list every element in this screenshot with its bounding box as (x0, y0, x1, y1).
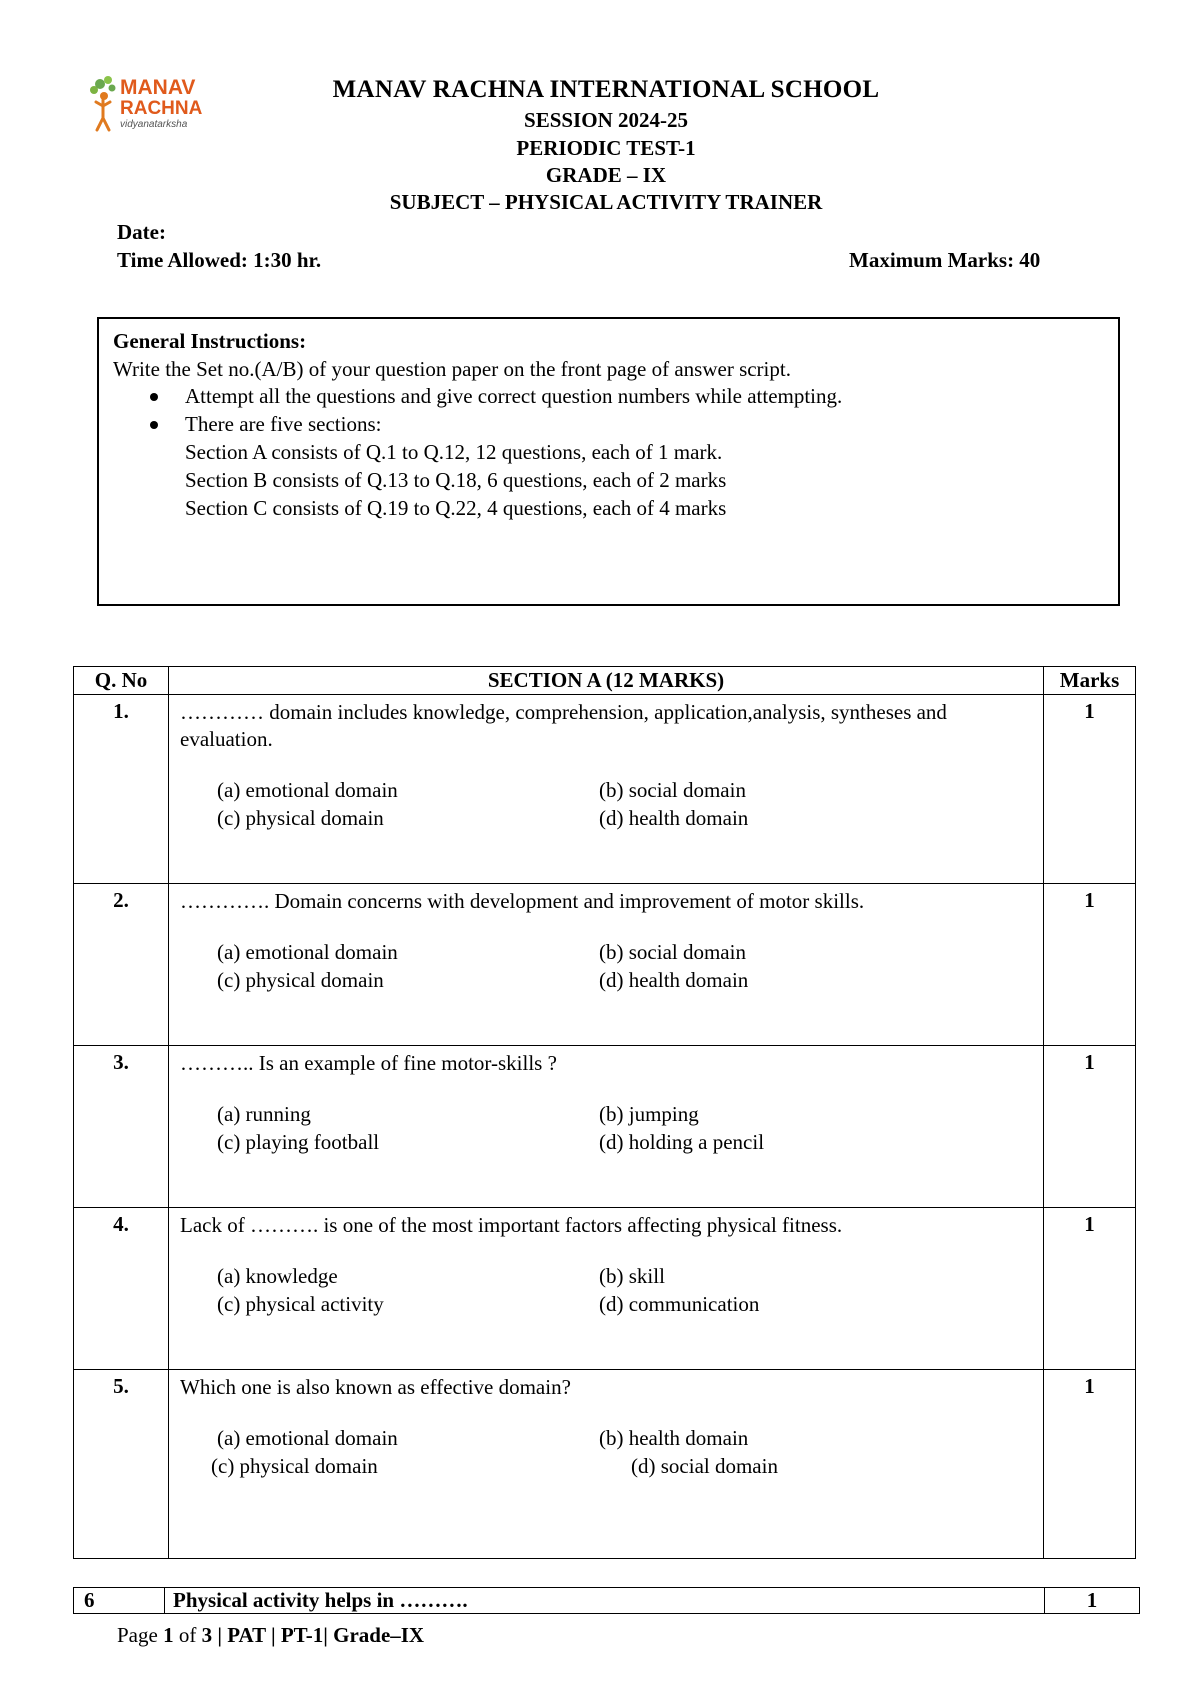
options-grid (217, 1263, 1033, 1318)
question-text: ………… domain includes knowledge, comprehension, application,analysis, syntheses and evaluation. (180, 700, 947, 751)
time-allowed: Time Allowed: 1:30 hr. (117, 248, 322, 272)
footer-details: | PAT | PT-1| Grade–IX (212, 1623, 425, 1647)
instruction-bullet: Attempt all the questions and give correct question numbers while attempting. (185, 384, 843, 408)
question-text: Which one is also known as effective domain? (180, 1375, 571, 1399)
column-header-section: SECTION A (12 MARKS) (169, 667, 1044, 695)
footer-page-prefix: Page (117, 1623, 164, 1647)
option: (d) health domain (599, 806, 749, 830)
question-number: 1. (74, 695, 169, 884)
option: (d) holding a pencil (599, 1130, 765, 1154)
instruction-section-c: Section C consists of Q.19 to Q.22, 4 questions, each of 4 marks (185, 496, 727, 520)
section-a-table (73, 666, 1136, 1559)
next-question-table (73, 1587, 1140, 1614)
table-row (74, 1370, 1136, 1559)
footer-page-of: of (173, 1623, 202, 1647)
column-header-qno: Q. No (74, 667, 169, 695)
option: (a) knowledge (217, 1264, 338, 1288)
table-row (74, 884, 1136, 1046)
options-grid (217, 939, 1033, 994)
footer-page-total: 3 (201, 1623, 213, 1647)
question-marks: 1 (1045, 1588, 1140, 1614)
question-number: 3. (74, 1046, 169, 1208)
column-header-marks: Marks (1044, 667, 1136, 695)
question-text: …………. Domain concerns with development and improvement of motor skills. (180, 889, 865, 913)
svg-text:vidyanatarksha: vidyanatarksha (120, 119, 188, 130)
option: (b) skill (599, 1264, 665, 1288)
maximum-marks: Maximum Marks: 40 (849, 248, 1041, 272)
option: (b) social domain (599, 940, 746, 964)
instruction-bullet: There are five sections: (185, 412, 382, 436)
option: (b) health domain (599, 1426, 749, 1450)
option: (b) social domain (599, 778, 746, 802)
subject-label: SUBJECT – PHYSICAL ACTIVITY TRAINER (389, 190, 823, 214)
question-number: 4. (74, 1208, 169, 1370)
option: (d) communication (599, 1292, 760, 1316)
option: (c) physical activity (217, 1292, 384, 1316)
options-grid (211, 1425, 1033, 1480)
table-row (74, 1208, 1136, 1370)
instructions-heading: General Instructions: (113, 329, 307, 353)
question-marks: 1 (1044, 1208, 1136, 1370)
option: (a) running (217, 1102, 311, 1126)
question-text: Lack of ………. is one of the most important factors affecting physical fitness. (180, 1213, 843, 1237)
options-grid (217, 777, 1033, 832)
test-name: PERIODIC TEST-1 (516, 136, 696, 160)
svg-text:MANAV: MANAV (120, 76, 196, 99)
bullet-icon (150, 393, 158, 401)
question-marks: 1 (1044, 884, 1136, 1046)
instruction-set-number: Write the Set no.(A/B) of your question paper on the front page of answer script. (113, 357, 791, 381)
option: (c) physical domain (217, 968, 384, 992)
session-label: SESSION 2024-25 (524, 108, 688, 132)
option: (d) health domain (599, 968, 749, 992)
question-cell (169, 1046, 1044, 1208)
option: (c) physical domain (217, 806, 384, 830)
options-grid (217, 1101, 1033, 1156)
question-number: 5. (74, 1370, 169, 1559)
page-footer (117, 1623, 424, 1648)
option: (a) emotional domain (217, 1426, 398, 1450)
question-cell (169, 884, 1044, 1046)
question-text: ……….. Is an example of fine motor-skills ? (180, 1051, 557, 1075)
date-label: Date: (117, 220, 166, 244)
table-row (74, 1046, 1136, 1208)
option: (c) playing football (217, 1130, 380, 1154)
option: (a) emotional domain (217, 940, 398, 964)
table-header-row (74, 667, 1136, 695)
question-cell (169, 1208, 1044, 1370)
footer-page-current: 1 (163, 1623, 174, 1647)
question-text: Physical activity helps in ………. (165, 1588, 1045, 1614)
table-row (74, 695, 1136, 884)
option: (c) physical domain (211, 1454, 378, 1478)
question-cell (169, 1370, 1044, 1559)
question-cell (169, 695, 1044, 884)
question-number: 2. (74, 884, 169, 1046)
question-marks: 1 (1044, 1370, 1136, 1559)
option: (a) emotional domain (217, 778, 398, 802)
option: (b) jumping (599, 1102, 699, 1126)
instruction-section-b: Section B consists of Q.13 to Q.18, 6 questions, each of 2 marks (185, 468, 727, 492)
bullet-icon (150, 421, 158, 429)
school-name: MANAV RACHNA INTERNATIONAL SCHOOL (332, 76, 880, 103)
table-row (74, 1588, 1140, 1614)
instruction-section-a: Section A consists of Q.1 to Q.12, 12 questions, each of 1 mark. (185, 440, 723, 464)
question-number: 6 (74, 1588, 165, 1614)
svg-text:RACHNA: RACHNA (120, 98, 203, 119)
grade-label: GRADE – IX (545, 163, 667, 187)
option: (d) social domain (631, 1454, 778, 1478)
question-marks: 1 (1044, 1046, 1136, 1208)
question-marks: 1 (1044, 695, 1136, 884)
